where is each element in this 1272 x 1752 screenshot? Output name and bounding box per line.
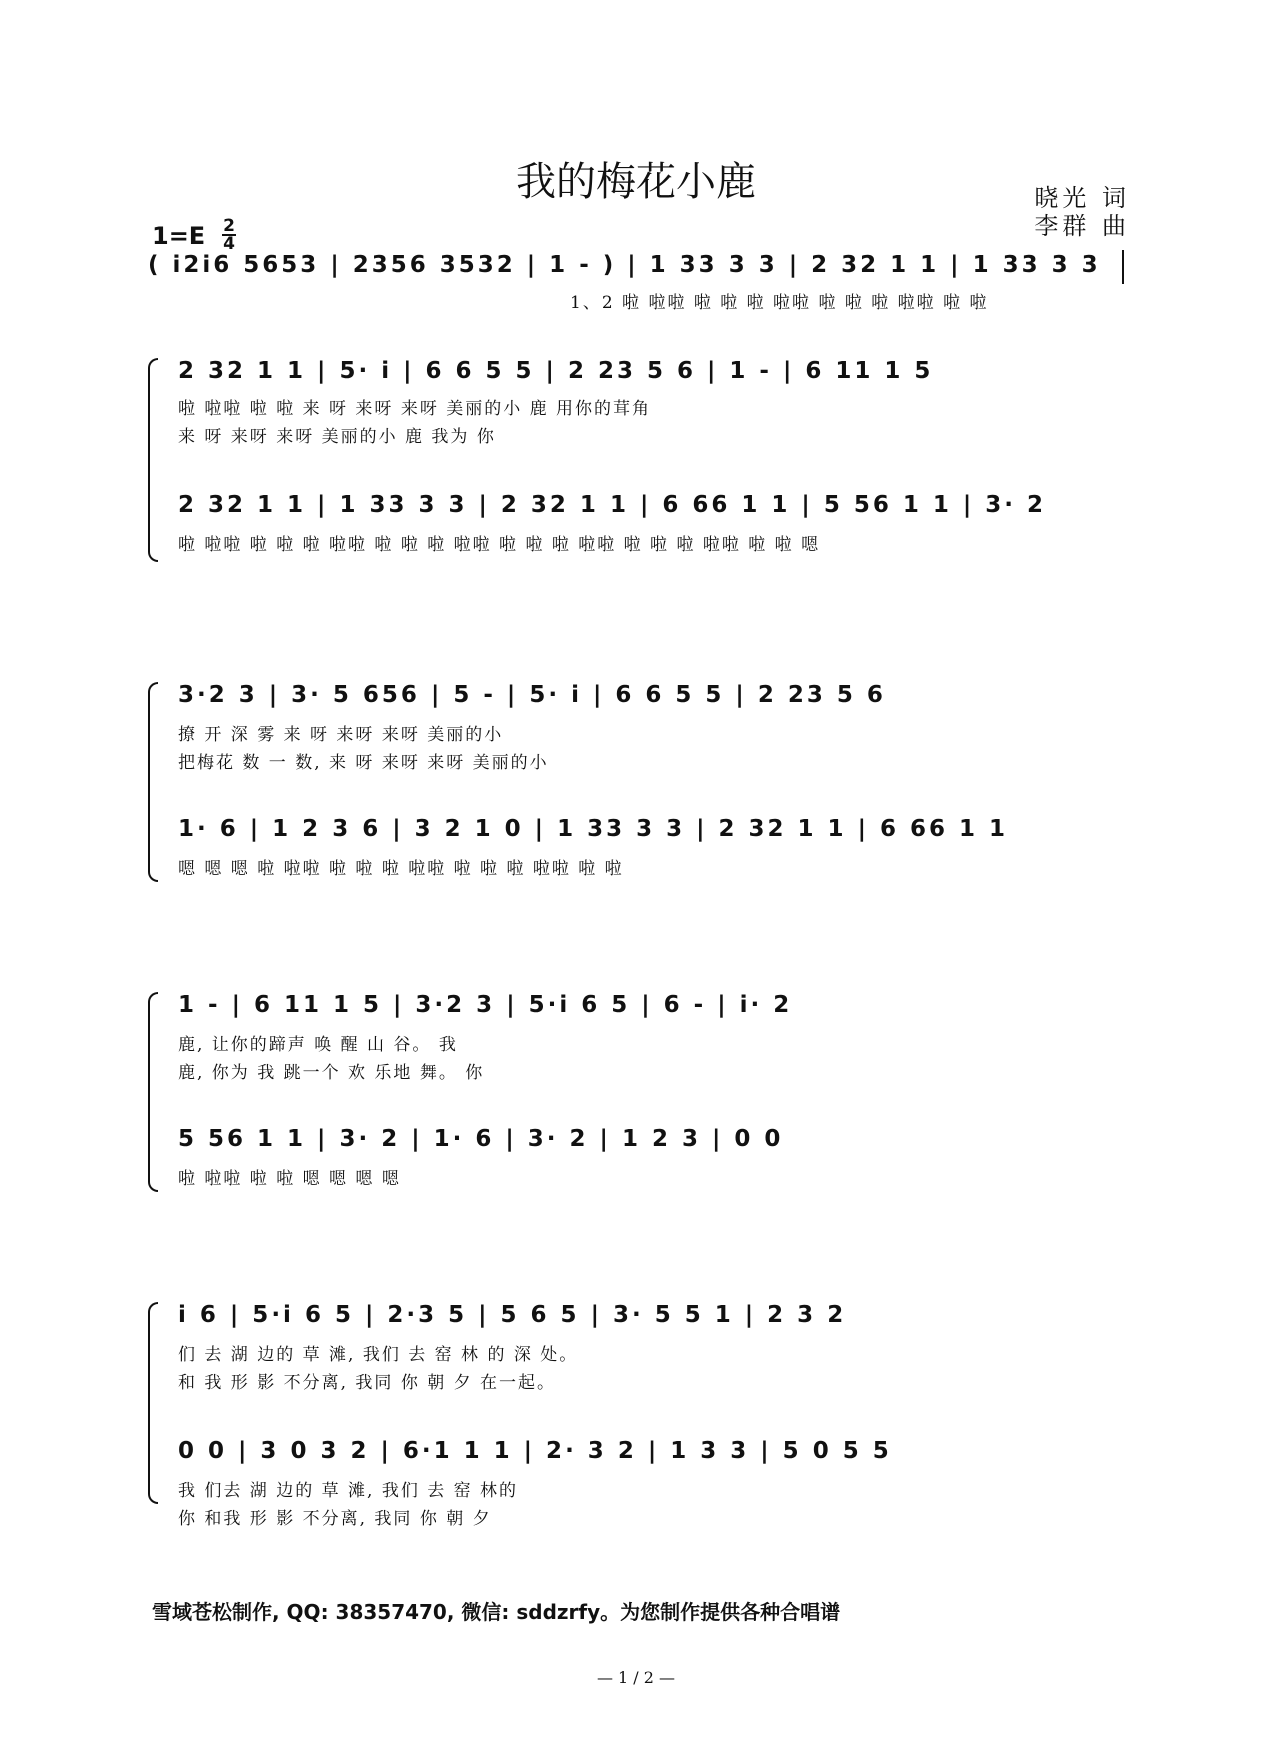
time-signature-bottom: 4 bbox=[223, 234, 235, 254]
barline bbox=[1122, 250, 1124, 284]
page-number: — 1 / 2 — bbox=[596, 1668, 676, 1687]
system-2-lower-lyrics: 啦 啦啦 啦 啦 啦 啦啦 啦 啦 啦 啦啦 啦 啦 啦 啦啦 啦 啦 啦 啦啦 啦 啦 嗯 bbox=[178, 535, 821, 555]
system-brace bbox=[148, 682, 158, 882]
system-5-lower-lyrics-1: 我 们去 湖 边的 草 滩, 我们 去 窑 林的 bbox=[178, 1481, 519, 1501]
system-brace bbox=[148, 992, 158, 1192]
system-5-lower-lyrics-2: 你 和我 形 影 不分离, 我同 你 朝 夕 bbox=[178, 1509, 492, 1529]
system-5-upper-lyrics-1: 们 去 湖 边的 草 滩, 我们 去 窑 林 的 深 处。 bbox=[178, 1345, 579, 1365]
system-4-upper-lyrics-2: 鹿, 你为 我 跳一个 欢 乐地 舞。 你 bbox=[178, 1063, 485, 1083]
system-3-upper-lyrics-1: 撩 开 深 雾 来 呀 来呀 来呀 美丽的小 bbox=[178, 725, 504, 745]
system-3-lower-notes: 1· 6 | 1 2 3 6 | 3 2 1 0 | 1 33 3 3 | 2 32 1 1 | 6 66 1 1 bbox=[178, 816, 1009, 842]
system-4-upper-lyrics-1: 鹿, 让你的蹄声 唤 醒 山 谷。 我 bbox=[178, 1035, 458, 1055]
system-4-lower-lyrics: 啦 啦啦 啦 啦 嗯 嗯 嗯 嗯 bbox=[178, 1169, 401, 1189]
footer-credit: 雪域苍松制作, QQ: 38357470, 微信: sddzrfy。为您制作提供各种合唱谱 bbox=[152, 1600, 841, 1624]
system-brace bbox=[148, 358, 158, 562]
system-4-upper-notes: 1 - | 6 11 1 5 | 3·2 3 | 5·i 6 5 | 6 - | i· 2 bbox=[178, 992, 793, 1018]
system-2-upper-notes: 2 32 1 1 | 5· i | 6 6 5 5 | 2 23 5 6 | 1 - | 6 11 1 5 bbox=[178, 358, 934, 384]
system-2-upper-lyrics-1: 啦 啦啦 啦 啦 来 呀 来呀 来呀 美丽的小 鹿 用你的茸角 bbox=[178, 399, 652, 419]
system-1-notes: ( i2i6 5653 | 2356 3532 | 1 - ) | 1 33 3 3 | 2 32 1 1 | 1 33 3 3 bbox=[148, 252, 1101, 278]
system-3-upper-lyrics-2: 把梅花 数 一 数, 来 呀 来呀 来呀 美丽的小 bbox=[178, 753, 549, 773]
time-signature bbox=[222, 218, 236, 252]
lyricist-credit: 晓光 词 bbox=[1034, 184, 1130, 212]
system-4-lower-notes: 5 56 1 1 | 3· 2 | 1· 6 | 3· 2 | 1 2 3 | 0 0 bbox=[178, 1126, 784, 1152]
key-signature: 1=E bbox=[152, 222, 206, 250]
system-5-upper-lyrics-2: 和 我 形 影 不分离, 我同 你 朝 夕 在一起。 bbox=[178, 1373, 557, 1393]
composer-credit: 李群 曲 bbox=[1034, 212, 1130, 240]
system-brace bbox=[148, 1302, 158, 1504]
system-5-lower-notes: 0 0 | 3 0 3 2 | 6·1 1 1 | 2· 3 2 | 1 3 3 | 5 0 5 5 bbox=[178, 1438, 892, 1464]
system-5-upper-notes: i 6 | 5·i 6 5 | 2·3 5 | 5 6 5 | 3· 5 5 1 | 2 3 2 bbox=[178, 1302, 847, 1328]
system-2-lower-notes: 2 32 1 1 | 1 33 3 3 | 2 32 1 1 | 6 66 1 1 | 5 56 1 1 | 3· 2 bbox=[178, 492, 1047, 518]
system-2-upper-lyrics-2: 来 呀 来呀 来呀 美丽的小 鹿 我为 你 bbox=[178, 427, 496, 447]
system-1-lyrics: 1、2 啦 啦啦 啦 啦 啦 啦啦 啦 啦 啦 啦啦 啦 啦 bbox=[570, 293, 989, 313]
time-signature-top: 2 bbox=[223, 216, 235, 236]
system-3-lower-lyrics: 嗯 嗯 嗯 啦 啦啦 啦 啦 啦 啦啦 啦 啦 啦 啦啦 啦 啦 bbox=[178, 859, 624, 879]
system-3-upper-notes: 3·2 3 | 3· 5 656 | 5 - | 5· i | 6 6 5 5 | 2 23 5 6 bbox=[178, 682, 886, 708]
page-title: 我的梅花小鹿 bbox=[516, 159, 756, 205]
